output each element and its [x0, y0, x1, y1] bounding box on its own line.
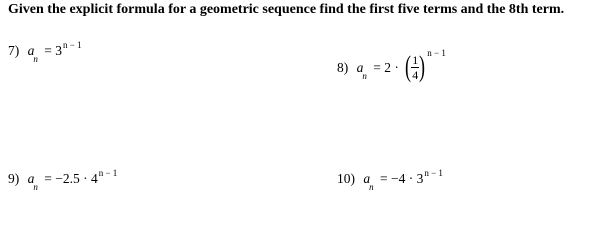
variable-subscript: n [369, 182, 374, 192]
fraction-group [403, 52, 427, 82]
formula-exponent: n − 1 [63, 40, 82, 50]
left-paren: ( [405, 50, 412, 83]
formula-exponent: n − 1 [424, 168, 443, 178]
sequence-variable: a [363, 171, 371, 186]
variable-subscript: n [362, 71, 367, 82]
instruction-heading: Given the explicit formula for a geometric sequence find the first five terms and the 8th term. [8, 2, 565, 17]
sequence-variable: a [356, 60, 364, 76]
equals-sign: = [380, 171, 388, 186]
fraction-denominator: 4 [412, 67, 419, 82]
sequence-variable: a [27, 171, 35, 186]
formula-exponent: n − 1 [98, 168, 118, 178]
equals-sign: = [44, 43, 52, 58]
formula-base: −4 · 3 [391, 171, 424, 186]
problem-9 [8, 168, 118, 192]
variable-subscript: n [33, 182, 38, 192]
problem-number: 7) [8, 43, 20, 58]
sequence-variable: a [27, 43, 35, 58]
equals-sign: = [44, 171, 52, 186]
problem-number: 10) [337, 171, 355, 186]
variable-subscript: n [33, 54, 38, 64]
formula-base: 3 [55, 43, 62, 58]
right-paren: ) [419, 50, 426, 83]
fraction-numerator: 1 [412, 52, 419, 67]
problem-8 [337, 48, 446, 84]
problem-7 [8, 40, 82, 64]
formula-coefficient: 2 · [384, 60, 399, 76]
formula-exponent: n − 1 [427, 48, 446, 59]
problem-number: 8) [337, 60, 349, 76]
problem-10 [337, 168, 443, 192]
formula-base: −2.5 · 4 [55, 171, 98, 186]
problem-number: 9) [8, 171, 20, 186]
equals-sign: = [373, 60, 381, 76]
